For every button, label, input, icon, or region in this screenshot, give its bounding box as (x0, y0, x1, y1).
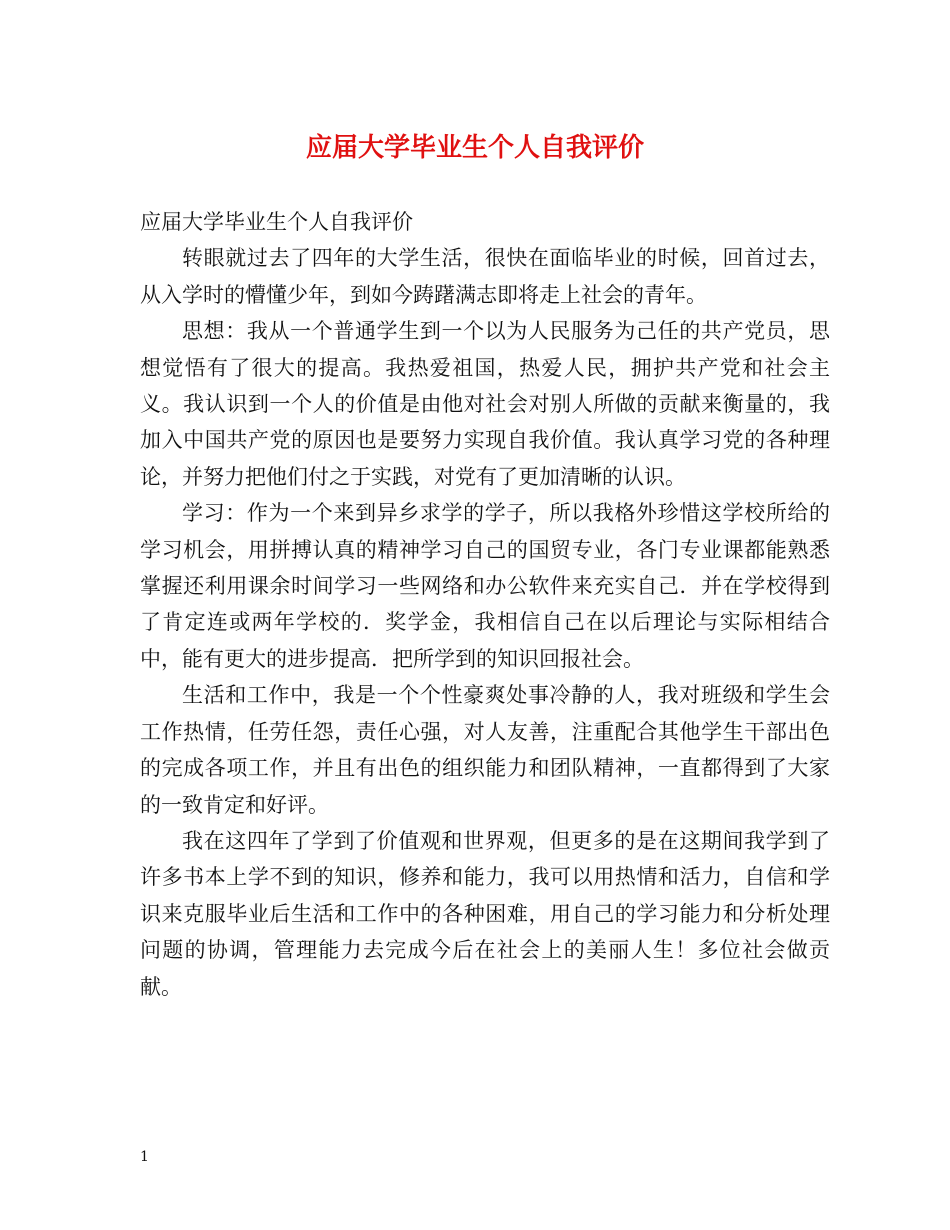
paragraph-conclusion: 我在这四年了学到了价值观和世界观，但更多的是在这期间我学到了许多书本上学不到的知识，修养和能力，我可以用热情和活力，自信和学识来克服毕业后生活和工作中的各种困难，用自己的学习能力和分析处理问题的协调，管理能力去完成今后在社会上的美丽人生！多位社会做贡献。 (140, 828, 830, 999)
document-body (140, 204, 830, 1005)
document-title: 应届大学毕业生个人自我评价 (305, 133, 644, 163)
paragraph-life-work: 生活和工作中，我是一个个性豪爽处事冷静的人，我对班级和学生会工作热情，任劳任怨，责任心强，对人友善，注重配合其他学生干部出色的完成各项工作，并且有出色的组织能力和团队精神，一直都得到了大家的一致肯定和好评。 (140, 683, 830, 817)
document-subtitle: 应届大学毕业生个人自我评价 (140, 210, 413, 234)
paragraph-ideology: 思想：我从一个普通学生到一个以为人民服务为己任的共产党员，思想觉悟有了很大的提高。我热爱祖国，热爱人民，拥护共产党和社会主义。我认识到一个人的价值是由他对社会对别人所做的贡献来衡量的，我加入中国共产党的原因也是要努力实现自我价值。我认真学习党的各种理论，并努力把他们付之于实践，对党有了更加清晰的认识。 (140, 319, 830, 489)
paragraph-study: 学习：作为一个来到异乡求学的学子，所以我格外珍惜这学校所给的学习机会，用拼搏认真的精神学习自己的国贸专业，各门专业课都能熟悉掌握还利用课余时间学习一些网络和办公软件来充实自己．并在学校得到了肯定连或两年学校的．奖学金，我相信自己在以后理论与实际相结合中，能有更大的进步提高．把所学到的知识回报社会。 (140, 501, 830, 671)
paragraph-intro: 转眼就过去了四年的大学生活，很快在面临毕业的时候，回首过去，从入学时的懵懂少年，到如今踌躇满志即将走上社会的青年。 (140, 246, 830, 307)
page-number: 1 (140, 1149, 149, 1165)
